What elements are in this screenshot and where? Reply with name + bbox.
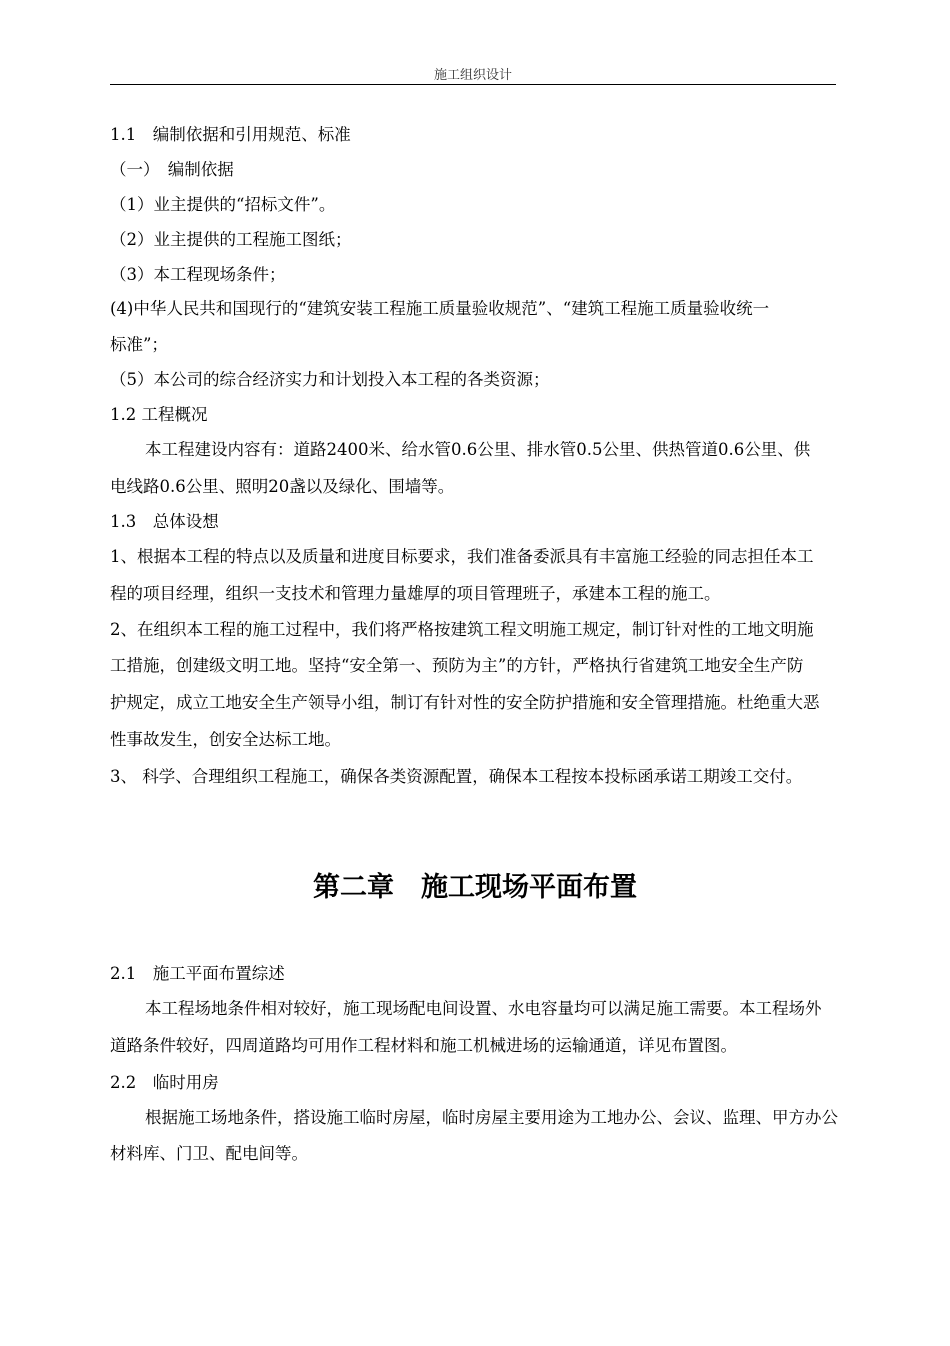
list-item-continued: 标准”； [110, 335, 168, 354]
paragraph-line: 本工程场地条件相对较好，施工现场配电间设置、水电容量均可以满足施工需要。本工程场外 [145, 999, 822, 1018]
paragraph-line: 工措施，创建级文明工地。坚持“安全第一、预防为主”的方针，严格执行省建筑工地安全生产防 [110, 656, 804, 675]
section-heading-1-1: 1.1 编制依据和引用规范、标准 [110, 125, 351, 144]
paragraph-line: 本工程建设内容有：道路2400米、给水管0.6公里、排水管0.5公里、供热管道0.6公里、供 [145, 440, 811, 459]
list-item: （1）业主提供的“招标文件”。 [110, 195, 336, 214]
list-item: (4)中华人民共和国现行的“建筑安装工程施工质量验收规范”、“建筑工程施工质量验收统一 [110, 299, 770, 318]
list-item: （5）本公司的综合经济实力和计划投入本工程的各类资源； [110, 370, 550, 389]
section-heading-2-2: 2.2 临时用房 [110, 1073, 219, 1092]
section-heading-1-2: 1.2 工程概况 [110, 405, 208, 424]
paragraph-line: 1、根据本工程的特点以及质量和进度目标要求，我们准备委派具有丰富施工经验的同志担任本工 [110, 547, 814, 566]
list-item: （2）业主提供的工程施工图纸； [110, 230, 352, 249]
chapter-title: 第二章 施工现场平面布置 [313, 872, 637, 903]
paragraph-line: 道路条件较好，四周道路均可用作工程材料和施工机械进场的运输通道，详见布置图。 [110, 1036, 737, 1055]
paragraph-line: 性事故发生，创安全达标工地。 [110, 730, 341, 749]
section-heading-2-1: 2.1 施工平面布置综述 [110, 964, 285, 983]
paragraph-line: 根据施工场地条件，搭设施工临时房屋，临时房屋主要用途为工地办公、会议、监理、甲方办公 [145, 1108, 838, 1127]
subsection-heading: （一） 编制依据 [110, 160, 234, 179]
paragraph-line: 程的项目经理，组织一支技术和管理力量雄厚的项目管理班子，承建本工程的施工。 [110, 584, 721, 603]
paragraph-line: 材料库、门卫、配电间等。 [110, 1144, 308, 1163]
section-heading-1-3: 1.3 总体设想 [110, 512, 219, 531]
list-item: （3）本工程现场条件； [110, 265, 286, 284]
paragraph-line: 3、 科学、合理组织工程施工，确保各类资源配置，确保本工程按本投标函承诺工期竣工交付。 [110, 767, 803, 786]
paragraph-line: 护规定，成立工地安全生产领导小组，制订有针对性的安全防护措施和安全管理措施。杜绝重大恶 [110, 693, 820, 712]
header-rule [110, 84, 836, 85]
paragraph-line: 电线路0.6公里、照明20盏以及绿化、围墙等。 [110, 477, 455, 496]
page-header: 施工组织设计 [433, 68, 512, 83]
paragraph-line: 2、在组织本工程的施工过程中，我们将严格按建筑工程文明施工规定，制订针对性的工地文明施 [110, 620, 814, 639]
